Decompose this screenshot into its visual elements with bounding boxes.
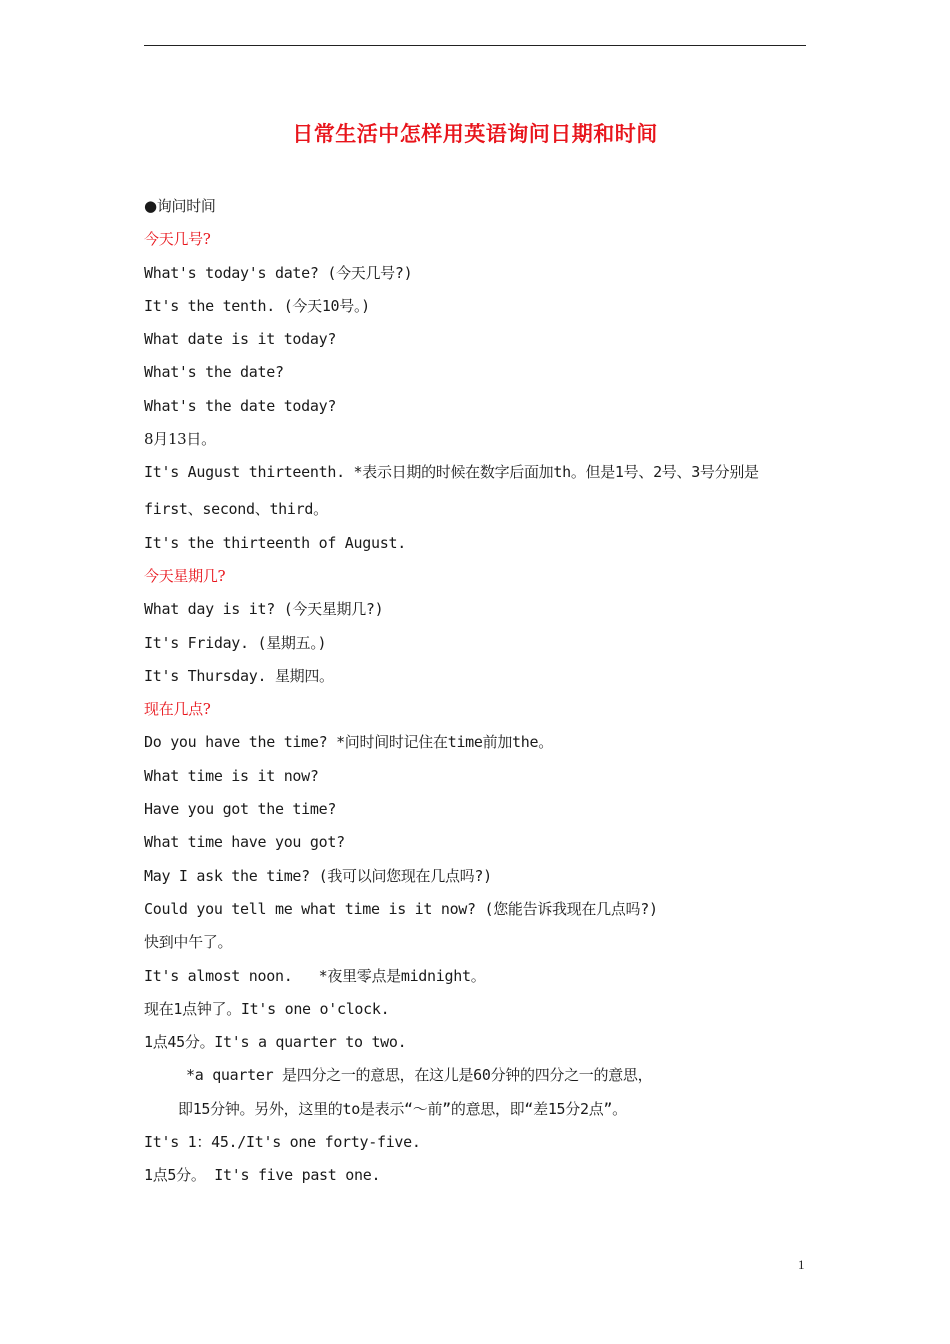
text-line: 现在1点钟了。It's one o'clock.	[144, 999, 390, 1018]
subheading-time: 现在几点?	[144, 700, 211, 719]
text-line: What's the date today?	[144, 396, 337, 415]
text-line: 快到中午了。	[144, 933, 233, 952]
text-line: It's almost noon. *夜里零点是midnight。	[144, 966, 486, 985]
text-line: first、second、third。	[144, 500, 328, 519]
text-line: May I ask the time? (我可以问您现在几点吗?)	[144, 866, 492, 885]
text-line: What time is it now?	[144, 766, 319, 785]
text-line: Could you tell me what time is it now? (您能告诉我现在几点吗?)	[144, 899, 658, 918]
text-line: It's August thirteenth. *表示日期的时候在数字后面加th。但是1号、2号、3号分别是	[144, 463, 759, 482]
text-line: 1点45分。It's a quarter to two.	[144, 1033, 407, 1052]
note-line: 即15分钟。另外，这里的to是表示“～前”的意思，即“差15分2点”。	[178, 1099, 627, 1118]
subheading-weekday: 今天星期几?	[144, 566, 226, 585]
section-heading: ●询问时间	[144, 197, 216, 215]
text-line: What day is it? (今天星期几?)	[144, 600, 384, 619]
document-body	[144, 190, 814, 1193]
page-number: 1	[798, 1257, 805, 1272]
text-line: Do you have the time? *问时间时记住在time前加the。	[144, 733, 553, 752]
text-line: 8月13日。	[144, 430, 216, 449]
text-line: What's today's date? (今天几号?)	[144, 263, 413, 282]
text-line: What time have you got?	[144, 833, 345, 852]
text-line: What's the date?	[144, 363, 284, 382]
note-line: *a quarter 是四分之一的意思，在这儿是60分钟的四分之一的意思，	[186, 1066, 653, 1085]
text-line: 1点5分。 It's five past one.	[144, 1166, 381, 1185]
text-line: It's 1：45./It's one forty-five.	[144, 1133, 421, 1152]
header-rule	[144, 45, 806, 46]
text-line: What date is it today?	[144, 330, 337, 349]
text-line: It's the thirteenth of August.	[144, 533, 406, 552]
text-line: It's Friday. (星期五。)	[144, 633, 327, 652]
text-line: Have you got the time?	[144, 800, 337, 819]
text-line: It's Thursday. 星期四。	[144, 666, 334, 685]
subheading-date: 今天几号?	[144, 230, 211, 249]
page-title: 日常生活中怎样用英语询问日期和时间	[292, 122, 658, 146]
text-line: It's the tenth. (今天10号。)	[144, 296, 370, 315]
